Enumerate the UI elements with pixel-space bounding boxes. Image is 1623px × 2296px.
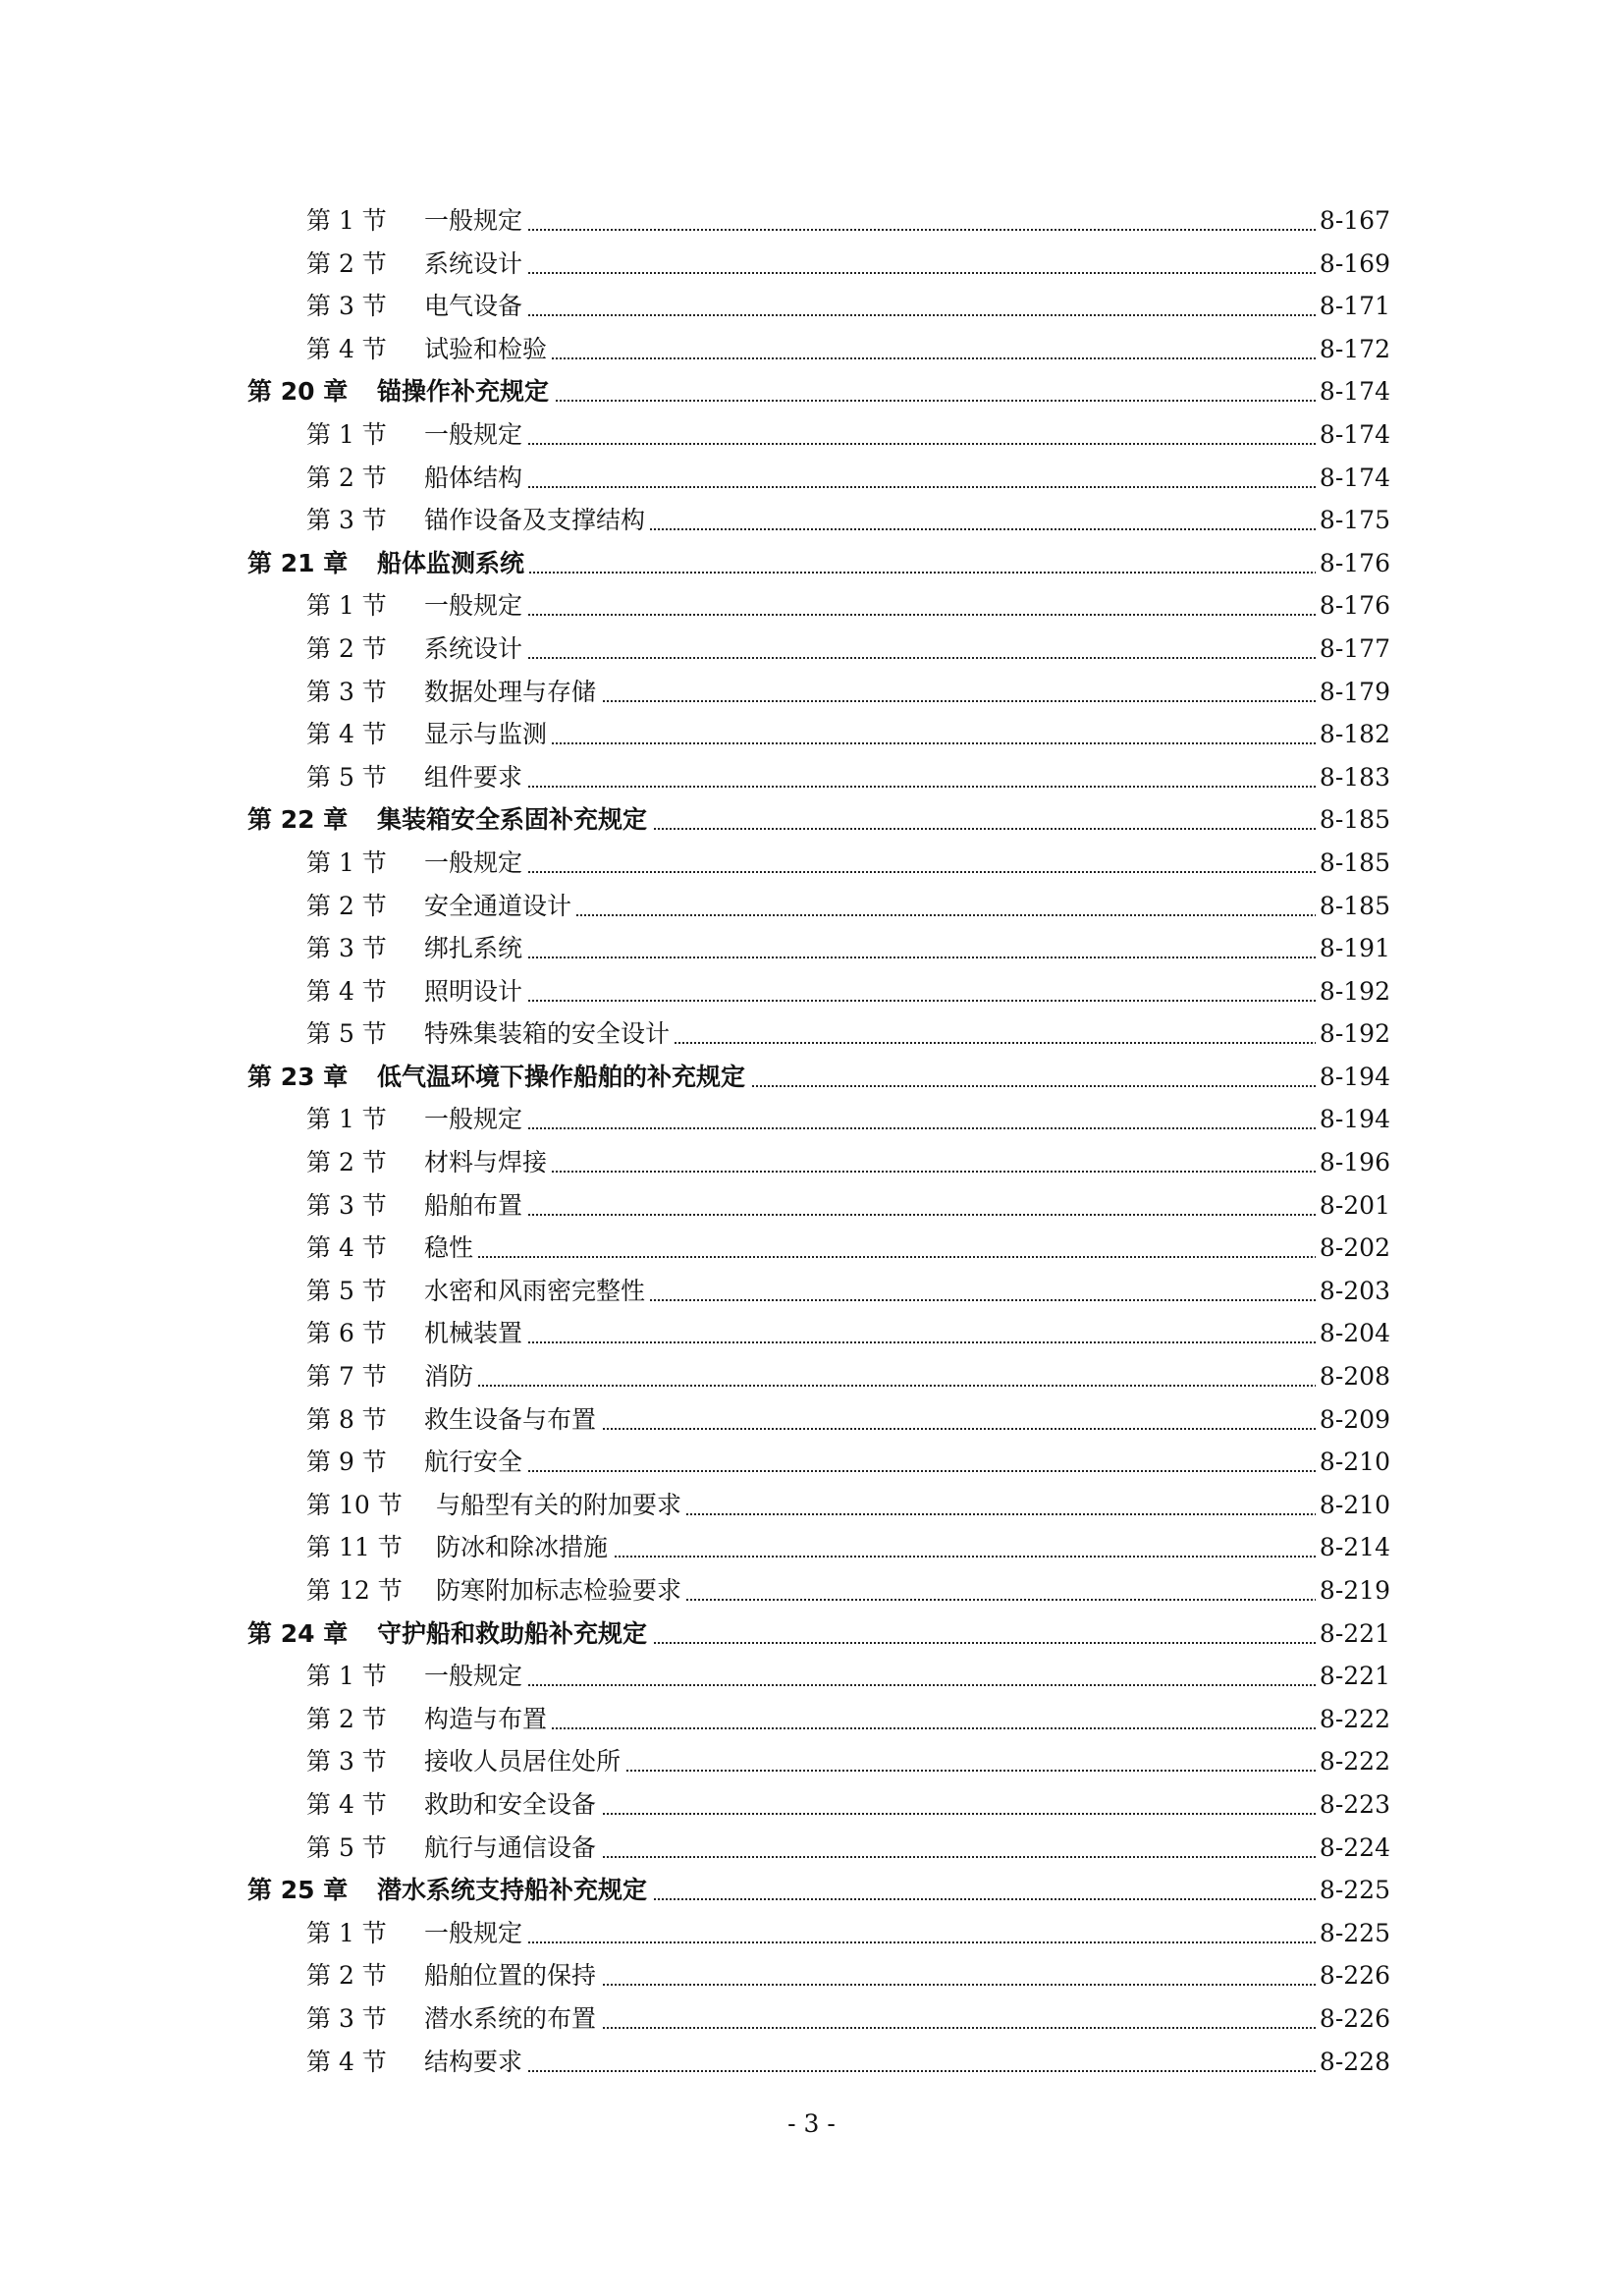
toc-entry-title: 一般规定 (424, 1662, 523, 1691)
toc-entry-label (247, 285, 526, 328)
toc-entry-number: 第 4 节 (306, 1233, 387, 1263)
dot-leader (647, 1299, 1320, 1301)
dot-leader (524, 1684, 1320, 1686)
toc-entry-page: 8-225 (1316, 1869, 1390, 1912)
toc-entry-label (247, 1526, 612, 1569)
toc-entry-title: 锚操作补充规定 (377, 377, 550, 407)
table-of-contents (247, 199, 1390, 2083)
toc-entry-label (247, 1098, 526, 1141)
toc-entry-page: 8-225 (1316, 1912, 1390, 1955)
toc-section-entry[interactable] (247, 1954, 1390, 1997)
toc-section-entry[interactable] (247, 1098, 1390, 1141)
toc-entry-number: 第 10 节 (306, 1490, 403, 1519)
toc-chapter-entry[interactable] (247, 1613, 1390, 1656)
dot-leader (524, 657, 1320, 659)
toc-entry-number: 第 4 节 (306, 976, 387, 1006)
toc-entry-title: 锚作设备及支撑结构 (424, 506, 646, 535)
toc-section-entry[interactable] (247, 243, 1390, 286)
toc-entry-title: 消防 (424, 1362, 474, 1392)
dot-leader (549, 1727, 1320, 1729)
toc-entry-number: 第 3 节 (306, 934, 387, 963)
toc-entry-label (247, 542, 528, 585)
toc-entry-label (247, 1012, 674, 1056)
toc-entry-page: 8-176 (1316, 542, 1390, 585)
toc-entry-number: 第 24 章 (247, 1618, 349, 1648)
toc-entry-number: 第 4 节 (306, 1789, 387, 1819)
toc-entry-number: 第 9 节 (306, 1448, 387, 1477)
toc-entry-label (247, 1783, 600, 1827)
toc-section-entry[interactable] (247, 713, 1390, 756)
toc-entry-number: 第 2 节 (306, 633, 387, 663)
toc-section-entry[interactable] (247, 1184, 1390, 1228)
dot-leader (649, 828, 1320, 830)
toc-entry-title: 系统设计 (424, 633, 523, 663)
toc-entry-page: 8-182 (1316, 713, 1390, 756)
toc-chapter-entry[interactable] (247, 1056, 1390, 1099)
toc-section-entry[interactable] (247, 199, 1390, 243)
toc-entry-page: 8-194 (1316, 1056, 1390, 1099)
toc-entry-title: 绑扎系统 (424, 934, 523, 963)
dot-leader (747, 1085, 1320, 1087)
toc-section-entry[interactable] (247, 413, 1390, 457)
toc-entry-number: 第 3 节 (306, 1747, 387, 1777)
toc-section-entry[interactable] (247, 584, 1390, 628)
toc-entry-title: 组件要求 (424, 762, 523, 792)
dot-leader (524, 1127, 1320, 1129)
toc-entry-title: 电气设备 (424, 292, 523, 321)
toc-entry-title: 潜水系统支持船补充规定 (377, 1876, 648, 1905)
toc-entry-title: 防冰和除冰措施 (436, 1533, 609, 1562)
toc-entry-label (247, 2041, 526, 2084)
toc-section-entry[interactable] (247, 842, 1390, 885)
dot-leader (598, 1856, 1320, 1858)
toc-entry-title: 船舶布置 (424, 1190, 523, 1220)
toc-entry-label (247, 1613, 651, 1656)
toc-entry-label (247, 1484, 685, 1527)
toc-entry-page: 8-185 (1316, 885, 1390, 928)
toc-chapter-entry[interactable] (247, 1869, 1390, 1912)
toc-entry-number: 第 7 节 (306, 1362, 387, 1392)
toc-section-entry[interactable] (247, 628, 1390, 671)
toc-entry-number: 第 1 节 (306, 1918, 387, 1947)
toc-entry-page: 8-228 (1316, 2041, 1390, 2084)
toc-entry-title: 一般规定 (424, 1105, 523, 1134)
dot-leader (549, 1171, 1320, 1173)
dot-leader (524, 272, 1320, 274)
toc-entry-number: 第 1 节 (306, 1662, 387, 1691)
toc-entry-label (247, 628, 526, 671)
toc-entry-label (247, 1270, 649, 1313)
toc-entry-title: 特殊集装箱的安全设计 (424, 1019, 671, 1049)
dot-leader (598, 700, 1320, 702)
toc-entry-page: 8-222 (1316, 1698, 1390, 1741)
toc-entry-page: 8-191 (1316, 927, 1390, 970)
dot-leader (475, 1385, 1320, 1387)
toc-entry-label (247, 413, 526, 457)
toc-section-entry[interactable] (247, 756, 1390, 799)
toc-entry-label (247, 1398, 600, 1442)
toc-entry-label (247, 970, 526, 1013)
toc-entry-number: 第 12 节 (306, 1576, 403, 1605)
toc-entry-number: 第 8 节 (306, 1404, 387, 1434)
dot-leader (598, 1428, 1320, 1430)
toc-entry-label (247, 1569, 685, 1613)
toc-section-entry[interactable] (247, 1398, 1390, 1442)
toc-entry-number: 第 3 节 (306, 506, 387, 535)
toc-entry-number: 第 23 章 (247, 1062, 349, 1091)
toc-section-entry[interactable] (247, 499, 1390, 542)
toc-entry-title: 集装箱安全系固补充规定 (377, 805, 648, 835)
toc-entry-page: 8-174 (1316, 370, 1390, 413)
toc-entry-page: 8-177 (1316, 628, 1390, 671)
toc-entry-title: 低气温环境下操作船舶的补充规定 (377, 1062, 746, 1091)
dot-leader (524, 957, 1320, 958)
toc-entry-number: 第 1 节 (306, 847, 387, 877)
toc-entry-title: 结构要求 (424, 2047, 523, 2076)
toc-section-entry[interactable] (247, 328, 1390, 371)
toc-entry-label (247, 457, 526, 500)
toc-entry-label (247, 927, 526, 970)
dot-leader (524, 314, 1320, 316)
dot-leader (551, 400, 1320, 402)
toc-section-entry[interactable] (247, 1698, 1390, 1741)
toc-chapter-entry[interactable] (247, 542, 1390, 585)
toc-entry-title: 安全通道设计 (424, 891, 572, 920)
dot-leader (524, 486, 1320, 488)
dot-leader (524, 2070, 1320, 2072)
toc-entry-page: 8-204 (1316, 1312, 1390, 1355)
toc-section-entry[interactable] (247, 1012, 1390, 1056)
dot-leader (683, 1513, 1320, 1515)
toc-section-entry[interactable] (247, 1912, 1390, 1955)
toc-chapter-entry[interactable] (247, 370, 1390, 413)
toc-entry-title: 航行安全 (424, 1448, 523, 1477)
toc-entry-label (247, 1827, 600, 1870)
toc-entry-label (247, 713, 551, 756)
toc-entry-page: 8-214 (1316, 1526, 1390, 1569)
toc-entry-page: 8-179 (1316, 671, 1390, 714)
dot-leader (524, 1341, 1320, 1343)
toc-entry-page: 8-201 (1316, 1184, 1390, 1228)
toc-entry-title: 航行与通信设备 (424, 1832, 597, 1862)
toc-entry-title: 救助和安全设备 (424, 1789, 597, 1819)
toc-entry-title: 防寒附加标志检验要求 (436, 1576, 682, 1605)
toc-entry-label (247, 1912, 526, 1955)
toc-entry-number: 第 25 章 (247, 1876, 349, 1905)
toc-entry-number: 第 2 节 (306, 1148, 387, 1177)
dot-leader (672, 1042, 1320, 1044)
toc-entry-label (247, 1312, 526, 1355)
toc-entry-title: 材料与焊接 (424, 1148, 548, 1177)
toc-entry-page: 8-171 (1316, 285, 1390, 328)
toc-section-entry[interactable] (247, 1997, 1390, 2041)
dot-leader (475, 1256, 1320, 1258)
dot-leader (526, 572, 1320, 574)
toc-entry-title: 救生设备与布置 (424, 1404, 597, 1434)
toc-section-entry[interactable] (247, 885, 1390, 928)
toc-entry-title: 船体监测系统 (377, 548, 525, 577)
toc-entry-number: 第 1 节 (306, 591, 387, 621)
toc-entry-number: 第 5 节 (306, 1276, 387, 1305)
dot-leader (647, 528, 1320, 530)
toc-section-entry[interactable] (247, 1270, 1390, 1313)
toc-entry-number: 第 4 节 (306, 2047, 387, 2076)
toc-entry-number: 第 11 节 (306, 1533, 403, 1562)
toc-entry-title: 一般规定 (424, 206, 523, 235)
toc-section-entry[interactable] (247, 970, 1390, 1013)
toc-entry-label (247, 1954, 600, 1997)
toc-entry-label (247, 885, 575, 928)
toc-entry-title: 水密和风雨密完整性 (424, 1276, 646, 1305)
toc-entry-title: 一般规定 (424, 591, 523, 621)
toc-entry-title: 稳性 (424, 1233, 474, 1263)
toc-entry-number: 第 22 章 (247, 805, 349, 835)
dot-leader (598, 1984, 1320, 1986)
toc-entry-number: 第 2 节 (306, 1704, 387, 1733)
toc-entry-page: 8-176 (1316, 584, 1390, 628)
toc-entry-number: 第 21 章 (247, 548, 349, 577)
toc-entry-label (247, 1184, 526, 1228)
toc-section-entry[interactable] (247, 1783, 1390, 1827)
toc-entry-number: 第 1 节 (306, 206, 387, 235)
toc-section-entry[interactable] (247, 1740, 1390, 1783)
dot-leader (598, 2027, 1320, 2029)
toc-entry-page: 8-221 (1316, 1655, 1390, 1698)
toc-entry-number: 第 4 节 (306, 334, 387, 363)
toc-section-entry[interactable] (247, 1655, 1390, 1698)
dot-leader (524, 443, 1320, 445)
toc-entry-title: 数据处理与存储 (424, 677, 597, 706)
toc-section-entry[interactable] (247, 671, 1390, 714)
page-number: - 3 - (787, 2109, 836, 2138)
toc-entry-title: 试验和检验 (424, 334, 548, 363)
toc-entry-number: 第 1 节 (306, 419, 387, 449)
toc-entry-number: 第 2 节 (306, 248, 387, 278)
toc-entry-title: 显示与监测 (424, 720, 548, 749)
toc-entry-number: 第 3 节 (306, 292, 387, 321)
toc-entry-page: 8-174 (1316, 457, 1390, 500)
toc-entry-page: 8-185 (1316, 798, 1390, 842)
toc-entry-page: 8-209 (1316, 1398, 1390, 1442)
toc-entry-page: 8-167 (1316, 199, 1390, 243)
toc-entry-number: 第 5 节 (306, 1832, 387, 1862)
toc-entry-page: 8-175 (1316, 499, 1390, 542)
toc-entry-title: 照明设计 (424, 976, 523, 1006)
dot-leader (524, 1941, 1320, 1943)
toc-section-entry[interactable] (247, 1441, 1390, 1484)
dot-leader (549, 357, 1320, 359)
toc-entry-label (247, 671, 600, 714)
dot-leader (524, 1214, 1320, 1216)
toc-entry-page: 8-219 (1316, 1569, 1390, 1613)
toc-entry-label (247, 1655, 526, 1698)
toc-section-entry[interactable] (247, 1355, 1390, 1398)
toc-entry-number: 第 4 节 (306, 720, 387, 749)
toc-entry-number: 第 3 节 (306, 2003, 387, 2033)
toc-entry-number: 第 6 节 (306, 1319, 387, 1348)
dot-leader (524, 229, 1320, 231)
toc-section-entry[interactable] (247, 1827, 1390, 1870)
toc-entry-page: 8-226 (1316, 1997, 1390, 2041)
toc-entry-title: 守护船和救助船补充规定 (377, 1618, 648, 1648)
toc-entry-title: 与船型有关的附加要求 (436, 1490, 682, 1519)
toc-entry-page: 8-222 (1316, 1740, 1390, 1783)
toc-entry-title: 潜水系统的布置 (424, 2003, 597, 2033)
toc-chapter-entry[interactable] (247, 798, 1390, 842)
toc-entry-label (247, 499, 649, 542)
dot-leader (549, 742, 1320, 744)
dot-leader (524, 1470, 1320, 1472)
toc-entry-title: 一般规定 (424, 419, 523, 449)
toc-entry-number: 第 20 章 (247, 377, 349, 407)
toc-entry-page: 8-221 (1316, 1613, 1390, 1656)
toc-section-entry[interactable] (247, 927, 1390, 970)
toc-section-entry[interactable] (247, 1569, 1390, 1613)
toc-entry-label (247, 584, 526, 628)
toc-entry-label (247, 1355, 477, 1398)
toc-entry-number: 第 5 节 (306, 1019, 387, 1049)
dot-leader (683, 1599, 1320, 1601)
toc-section-entry[interactable] (247, 285, 1390, 328)
toc-entry-title: 构造与布置 (424, 1704, 548, 1733)
toc-section-entry[interactable] (247, 1526, 1390, 1569)
toc-entry-page: 8-185 (1316, 842, 1390, 885)
toc-entry-number: 第 2 节 (306, 891, 387, 920)
toc-entry-label (247, 1869, 651, 1912)
toc-entry-page: 8-224 (1316, 1827, 1390, 1870)
toc-entry-label (247, 1441, 526, 1484)
toc-entry-page: 8-183 (1316, 756, 1390, 799)
toc-section-entry[interactable] (247, 2041, 1390, 2084)
dot-leader (524, 614, 1320, 616)
toc-entry-label (247, 756, 526, 799)
toc-entry-page: 8-172 (1316, 328, 1390, 371)
toc-entry-title: 机械装置 (424, 1319, 523, 1348)
toc-entry-label (247, 1141, 551, 1184)
toc-entry-label (247, 1698, 551, 1741)
toc-entry-number: 第 5 节 (306, 762, 387, 792)
dot-leader (622, 1770, 1320, 1772)
dot-leader (649, 1898, 1320, 1900)
toc-entry-page: 8-203 (1316, 1270, 1390, 1313)
toc-entry-number: 第 2 节 (306, 463, 387, 492)
toc-entry-label (247, 798, 651, 842)
toc-entry-page: 8-192 (1316, 970, 1390, 1013)
toc-entry-label (247, 1997, 600, 2041)
toc-section-entry[interactable] (247, 1141, 1390, 1184)
dot-leader (524, 871, 1320, 873)
toc-entry-number: 第 1 节 (306, 1105, 387, 1134)
toc-entry-page: 8-210 (1316, 1441, 1390, 1484)
toc-entry-number: 第 2 节 (306, 1961, 387, 1991)
toc-entry-title: 船体结构 (424, 463, 523, 492)
toc-entry-page: 8-223 (1316, 1783, 1390, 1827)
toc-entry-title: 一般规定 (424, 1918, 523, 1947)
dot-leader (524, 786, 1320, 788)
dot-leader (524, 1000, 1320, 1002)
toc-entry-label (247, 370, 553, 413)
toc-entry-title: 船舶位置的保持 (424, 1961, 597, 1991)
toc-section-entry[interactable] (247, 1312, 1390, 1355)
dot-leader (573, 914, 1320, 916)
toc-entry-title: 系统设计 (424, 248, 523, 278)
toc-entry-number: 第 3 节 (306, 1190, 387, 1220)
toc-entry-page: 8-194 (1316, 1098, 1390, 1141)
toc-section-entry[interactable] (247, 457, 1390, 500)
toc-entry-page: 8-226 (1316, 1954, 1390, 1997)
toc-entry-page: 8-196 (1316, 1141, 1390, 1184)
toc-entry-label (247, 328, 551, 371)
toc-entry-label (247, 1056, 749, 1099)
toc-entry-page: 8-169 (1316, 243, 1390, 286)
toc-entry-label (247, 1227, 477, 1270)
toc-entry-label (247, 1740, 624, 1783)
toc-entry-label (247, 243, 526, 286)
toc-entry-page: 8-192 (1316, 1012, 1390, 1056)
toc-section-entry[interactable] (247, 1484, 1390, 1527)
toc-entry-page: 8-208 (1316, 1355, 1390, 1398)
toc-entry-title: 接收人员居住处所 (424, 1747, 622, 1777)
toc-entry-title: 一般规定 (424, 847, 523, 877)
toc-entry-page: 8-202 (1316, 1227, 1390, 1270)
dot-leader (598, 1813, 1320, 1815)
dot-leader (649, 1642, 1320, 1644)
toc-entry-number: 第 3 节 (306, 677, 387, 706)
toc-section-entry[interactable] (247, 1227, 1390, 1270)
toc-entry-page: 8-210 (1316, 1484, 1390, 1527)
toc-entry-label (247, 199, 526, 243)
toc-entry-page: 8-174 (1316, 413, 1390, 457)
toc-entry-label (247, 842, 526, 885)
dot-leader (610, 1556, 1320, 1558)
